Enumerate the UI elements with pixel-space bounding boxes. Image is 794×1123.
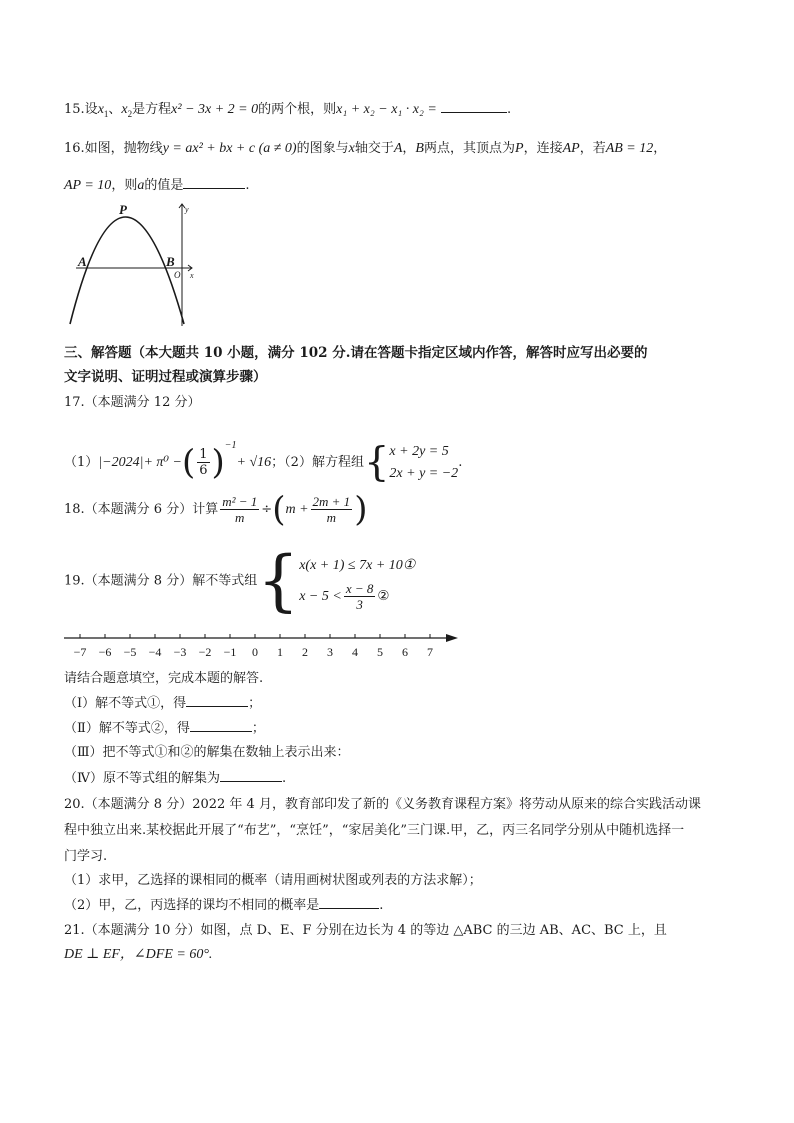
tick-label: 3	[327, 645, 333, 659]
tick-label: −4	[148, 645, 162, 659]
fraction: $\frac{2m + 1}{m}$	[312, 494, 351, 525]
label-y: y	[185, 205, 189, 214]
fraction: $\frac{1}{6}$	[199, 447, 208, 478]
q16-formula: y = ax² + bx + c (a ≠ 0)	[162, 141, 297, 156]
tick-label: 4	[352, 645, 358, 659]
q19-step-3: （Ⅲ）把不等式①和②的解集在数轴上表示出来：	[64, 745, 350, 760]
equation-system: x + 2y = 5 2x + y = −2	[389, 443, 459, 481]
tick-label: −5	[123, 645, 137, 659]
tick-label: −1	[223, 645, 237, 659]
question-17-title: 17.（本题满分 12 分）	[64, 395, 201, 410]
answer-blank[interactable]	[186, 694, 248, 707]
question-20-line1: 20.（本题满分 8 分）2022 年 4 月，教育部印发了新的《义务教育课程方案》将劳动从原来的综合实践活动课	[64, 797, 701, 812]
tick-label: 6	[402, 645, 408, 659]
question-20-line2: 程中独立出来.某校据此开展了“布艺”，“烹饪”，“家居美化”三门课.甲，乙，丙三名同学分别从中随机选择一	[64, 823, 685, 838]
fraction: $\frac{\text{m² − 1}}{m}$	[222, 494, 258, 525]
section-3-heading: 三、解答题（本大题共 10 小题，满分 102 分.请在答题卡指定区域内作答，解答时应写出必要的	[64, 345, 648, 361]
q15-equation: x² − 3x + 2 = 0	[171, 102, 259, 117]
answer-blank[interactable]	[319, 896, 379, 909]
number-line-arrow	[446, 634, 458, 642]
section-3-heading-cont: 文字说明、证明过程或演算步骤）	[64, 369, 267, 385]
tick-label: −2	[198, 645, 212, 659]
q19-step-2: （Ⅱ）解不等式②，得 ；	[64, 721, 265, 736]
tick-label: 5	[377, 645, 383, 659]
tick-label: 0	[252, 645, 258, 659]
q15-text: 15.设	[64, 102, 98, 117]
answer-blank[interactable]	[190, 719, 252, 732]
question-21-line1: 21.（本题满分 10 分）如图，点 D、E、F 分别在边长为 4 的等边 △ABC 的三边 AB、AC、BC 上，且	[64, 923, 667, 938]
answer-blank[interactable]	[220, 769, 282, 782]
tick-label: 2	[302, 645, 308, 659]
label-B: B	[166, 254, 175, 269]
tick-label: 1	[277, 645, 283, 659]
q15-expression: x₁ + x₂ − x₁ · x₂ =	[336, 102, 437, 117]
parabola-curve	[70, 217, 184, 324]
question-17-body: （1）|−2024|+ π⁰ −( $\frac{1}{6}$ )$^{-1}$+ √16；（2）解方程组{ x + 2y = 5 2x + y = −2 .	[64, 439, 463, 486]
label-P: P	[119, 202, 127, 217]
tick-label: −6	[98, 645, 112, 659]
inequality-system: x(x + 1) ≤ 7x + 10① x − 5 < $\frac{x - 8}{3}$ ②	[299, 557, 416, 612]
question-16-line1: 16.如图，抛物线y = ax² + bx + c (a ≠ 0)的图象与x轴交于A，B两点，其顶点为P，连接AP，若AB = 12，	[64, 141, 667, 156]
tick-label: 7	[427, 645, 433, 659]
question-16-line2: AP = 10，则a的值是 .	[64, 178, 250, 193]
q19-step-1: （Ⅰ）解不等式①，得 ；	[64, 696, 262, 711]
question-19: 19.（本题满分 8 分）解不等式组{ x(x + 1) ≤ 7x + 10① x − 5 < $\frac{x - 8}{3}$ ②	[64, 542, 416, 619]
answer-blank[interactable]	[441, 100, 507, 113]
q19-step-4: （Ⅳ）原不等式组的解集为 .	[64, 771, 287, 786]
question-20-part1: （1）求甲，乙选择的课相同的概率（请用画树状图或列表的方法求解）；	[64, 873, 482, 888]
label-A: A	[78, 254, 87, 269]
label-x: x	[190, 271, 194, 280]
answer-blank[interactable]	[183, 176, 245, 189]
question-15: 15.设$x_1$、$x_2$是方程x² − 3x + 2 = 0的两个根，则x₁ + x₂ − x₁ · x₂ = .	[64, 102, 512, 119]
question-20-line3: 门学习.	[64, 849, 108, 864]
question-18: 18.（本题满分 6 分）计算 $\frac{\text{m² − 1}}{m}$ ÷(m + $\frac{2m + 1}{m}$ )	[64, 489, 368, 530]
q19-prompt: 请结合题意填空，完成本题的解答.	[64, 671, 264, 686]
question-21-line2: DE ⊥ EF，∠DFE = 60°.	[64, 947, 213, 962]
number-line	[60, 626, 470, 666]
tick-label: −3	[173, 645, 187, 659]
tick-label: −7	[73, 645, 87, 659]
parabola-graph	[64, 200, 204, 330]
question-20-part2: （2）甲，乙，丙选择的课均不相同的概率是 .	[64, 898, 384, 913]
label-O: O	[174, 270, 181, 280]
